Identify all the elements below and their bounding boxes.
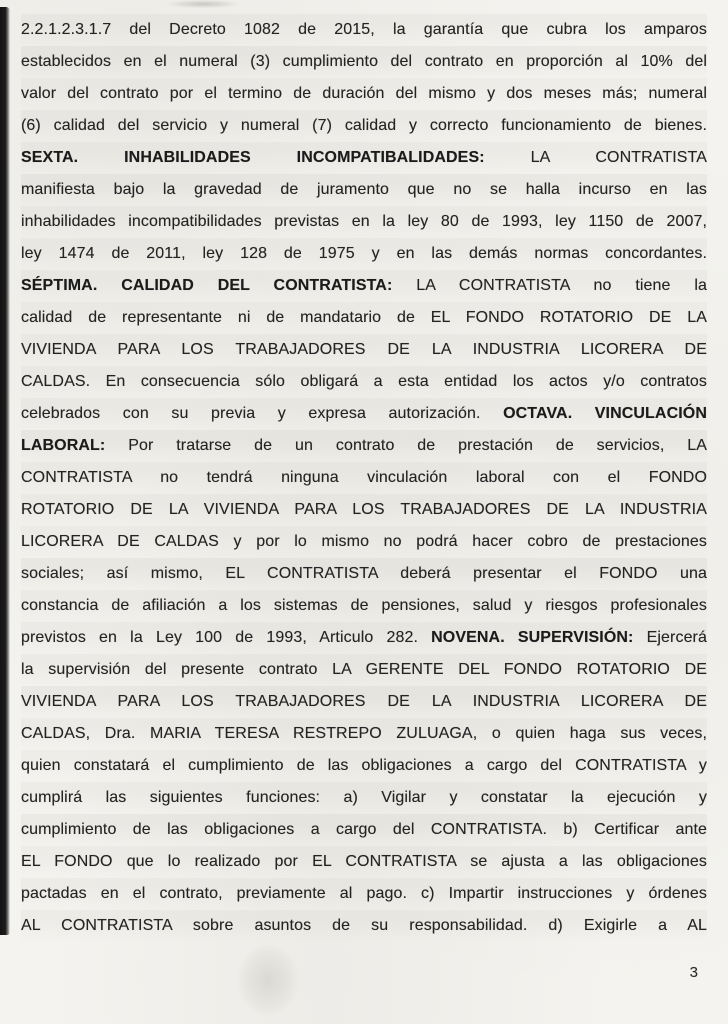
- text-line: [21, 206, 707, 238]
- text-line: [21, 270, 707, 302]
- text-run: constancia de afiliación a los sistemas de pensiones, salud y riesgos profesionales: [21, 597, 707, 614]
- bold-text-run: OCTAVA. VINCULACIÓN: [503, 405, 707, 422]
- text-run: LICORERA DE CALDAS y por lo mismo no podrá hacer cobro de prestaciones: [21, 533, 707, 550]
- text-run: LA CONTRATISTA: [484, 149, 707, 166]
- bold-text-run: LABORAL:: [21, 437, 106, 454]
- text-run: quien constatará el cumplimiento de las obligaciones a cargo del CONTRATISTA y: [21, 757, 707, 774]
- text-run: calidad de representante ni de mandatario de EL FONDO ROTATORIO DE LA: [21, 309, 707, 326]
- text-line: [21, 590, 707, 622]
- text-run: ROTATORIO DE LA VIVIENDA PARA LOS TRABAJADORES DE LA INDUSTRIA: [21, 501, 707, 518]
- text-run: valor del contrato por el termino de duración del mismo y dos meses más; numeral: [21, 85, 707, 102]
- text-run: LA CONTRATISTA no tiene la: [392, 277, 707, 294]
- text-line: [21, 46, 707, 78]
- text-line: [21, 78, 707, 110]
- text-run: CONTRATISTA no tendrá ninguna vinculación laboral con el FONDO: [21, 469, 707, 486]
- text-run: ley 1474 de 2011, ley 128 de 1975 y en las demás normas concordantes.: [21, 245, 707, 262]
- text-line: [21, 654, 707, 686]
- text-line: [21, 238, 707, 270]
- text-run: previstos en la Ley 100 de 1993, Articulo 282.: [21, 629, 432, 646]
- text-line: [21, 334, 707, 366]
- bold-text-run: SÉPTIMA. CALIDAD DEL CONTRATISTA:: [21, 277, 393, 294]
- text-run: cumplimiento de las obligaciones a cargo del CONTRATISTA. b) Certificar ante: [21, 821, 707, 838]
- text-line: [21, 910, 707, 942]
- text-line: [21, 14, 707, 46]
- text-line: [21, 430, 707, 462]
- document-text: [21, 14, 707, 942]
- text-run: 2.2.1.2.3.1.7 del Decreto 1082 de 2015, la garantía que cubra los amparos: [21, 21, 707, 38]
- text-line: [21, 110, 707, 142]
- text-line: [21, 878, 707, 910]
- text-run: la supervisión del presente contrato LA GERENTE DEL FONDO ROTATORIO DE: [21, 661, 707, 678]
- text-line: [21, 750, 707, 782]
- text-line: [21, 462, 707, 494]
- text-line: [21, 398, 707, 430]
- text-line: [21, 558, 707, 590]
- text-line: [21, 846, 707, 878]
- text-run: celebrados con su previa y expresa autorización.: [21, 405, 504, 422]
- text-line: [21, 686, 707, 718]
- text-line: [21, 494, 707, 526]
- text-run: sociales; así mismo, EL CONTRATISTA deberá presentar el FONDO una: [21, 565, 707, 582]
- text-line: [21, 782, 707, 814]
- text-line: [21, 526, 707, 558]
- bold-text-run: NOVENA. SUPERVISIÓN:: [431, 629, 634, 646]
- text-line: [21, 622, 707, 654]
- text-run: manifiesta bajo la gravedad de juramento que no se halla incurso en las: [21, 181, 707, 198]
- text-run: inhabilidades incompatibilidades previstas en la ley 80 de 1993, ley 1150 de 2007,: [21, 213, 707, 230]
- text-run: pactadas en el contrato, previamente al pago. c) Impartir instrucciones y órdenes: [21, 885, 707, 902]
- text-line: [21, 366, 707, 398]
- text-run: CALDAS. En consecuencia sólo obligará a esta entidad los actos y/o contratos: [21, 373, 707, 390]
- text-run: Ejercerá: [633, 629, 707, 646]
- text-run: CALDAS, Dra. MARIA TERESA RESTREPO ZULUAGA, o quien haga sus veces,: [21, 725, 707, 742]
- text-line: [21, 814, 707, 846]
- text-run: VIVIENDA PARA LOS TRABAJADORES DE LA INDUSTRIA LICORERA DE: [21, 341, 707, 358]
- text-run: EL FONDO que lo realizado por EL CONTRATISTA se ajusta a las obligaciones: [21, 853, 707, 870]
- text-run: AL CONTRATISTA sobre asuntos de su responsabilidad. d) Exigirle a AL: [21, 917, 707, 934]
- text-line: [21, 718, 707, 750]
- text-line: [21, 142, 707, 174]
- text-run: cumplirá las siguientes funciones: a) Vigilar y constatar la ejecución y: [21, 789, 707, 806]
- bold-text-run: SEXTA. INHABILIDADES INCOMPATIBALIDADES:: [21, 149, 485, 166]
- text-run: Por tratarse de un contrato de prestación de servicios, LA: [105, 437, 707, 454]
- text-run: VIVIENDA PARA LOS TRABAJADORES DE LA INDUSTRIA LICORERA DE: [21, 693, 707, 710]
- text-run: (6) calidad del servicio y numeral (7) calidad y correcto funcionamiento de bienes.: [21, 117, 707, 134]
- page-number: 3: [689, 964, 698, 981]
- text-line: [21, 302, 707, 334]
- text-line: [21, 174, 707, 206]
- text-run: establecidos en el numeral (3) cumplimiento del contrato en proporción al 10% del: [21, 53, 707, 70]
